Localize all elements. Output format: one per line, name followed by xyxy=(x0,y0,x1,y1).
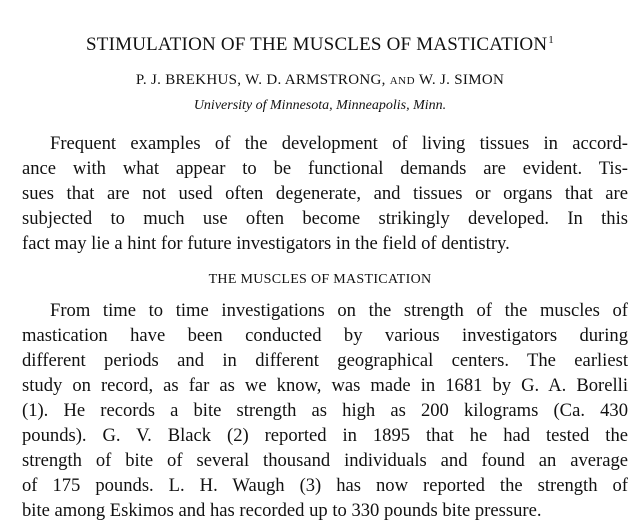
paragraph-line: subjected to much use often become strikingly developed. In this xyxy=(22,208,628,229)
paragraph-line: fact may lie a hint for future investigators in the field of dentistry. xyxy=(22,233,510,254)
paragraph-line: strength of bite of several thousand individuals and found an average xyxy=(22,450,628,471)
paragraph-line: study on record, as far as we know, was made in 1681 by G. A. Borelli xyxy=(22,375,628,396)
authors-and: AND xyxy=(389,75,416,87)
paragraph-line: (1). He records a bite strength as high as 200 kilograms (Ca. 430 xyxy=(22,400,628,421)
author-list xyxy=(0,72,640,89)
paragraph-line: Frequent examples of the development of living tissues in accord- xyxy=(50,133,628,154)
title-footnote-marker: 1 xyxy=(548,34,554,46)
authors-last: W. J. SIMON xyxy=(418,72,505,88)
affiliation: University of Minnesota, Minneapolis, Minn. xyxy=(193,98,447,113)
paragraph-line: From time to time investigations on the strength of the muscles of xyxy=(50,300,628,321)
paper-title xyxy=(0,34,640,56)
section-paragraph xyxy=(22,298,628,523)
intro-paragraph xyxy=(22,131,628,256)
paragraph-line: sues that are not used often degenerate, and tissues or organs that are xyxy=(22,183,628,204)
paper-title-text: STIMULATION OF THE MUSCLES OF MASTICATION xyxy=(86,34,548,55)
paragraph-line: mastication have been conducted by various investigators during xyxy=(22,325,628,346)
authors-first: P. J. BREKHUS, W. D. ARMSTRONG, xyxy=(135,72,386,88)
paragraph-line: pounds). G. V. Black (2) reported in 1895 that he had tested the xyxy=(22,425,628,446)
paragraph-line: different periods and in different geographical centers. The earliest xyxy=(22,350,628,371)
paragraph-line: bite among Eskimos and has recorded up to 330 pounds bite pressure. xyxy=(22,500,542,521)
paragraph-line: of 175 pounds. L. H. Waugh (3) has now reported the strength of xyxy=(22,475,628,496)
paragraph-line: ance with what appear to be functional demands are evident. Tis- xyxy=(22,158,628,179)
section-heading: THE MUSCLES OF MASTICATION xyxy=(208,272,432,287)
